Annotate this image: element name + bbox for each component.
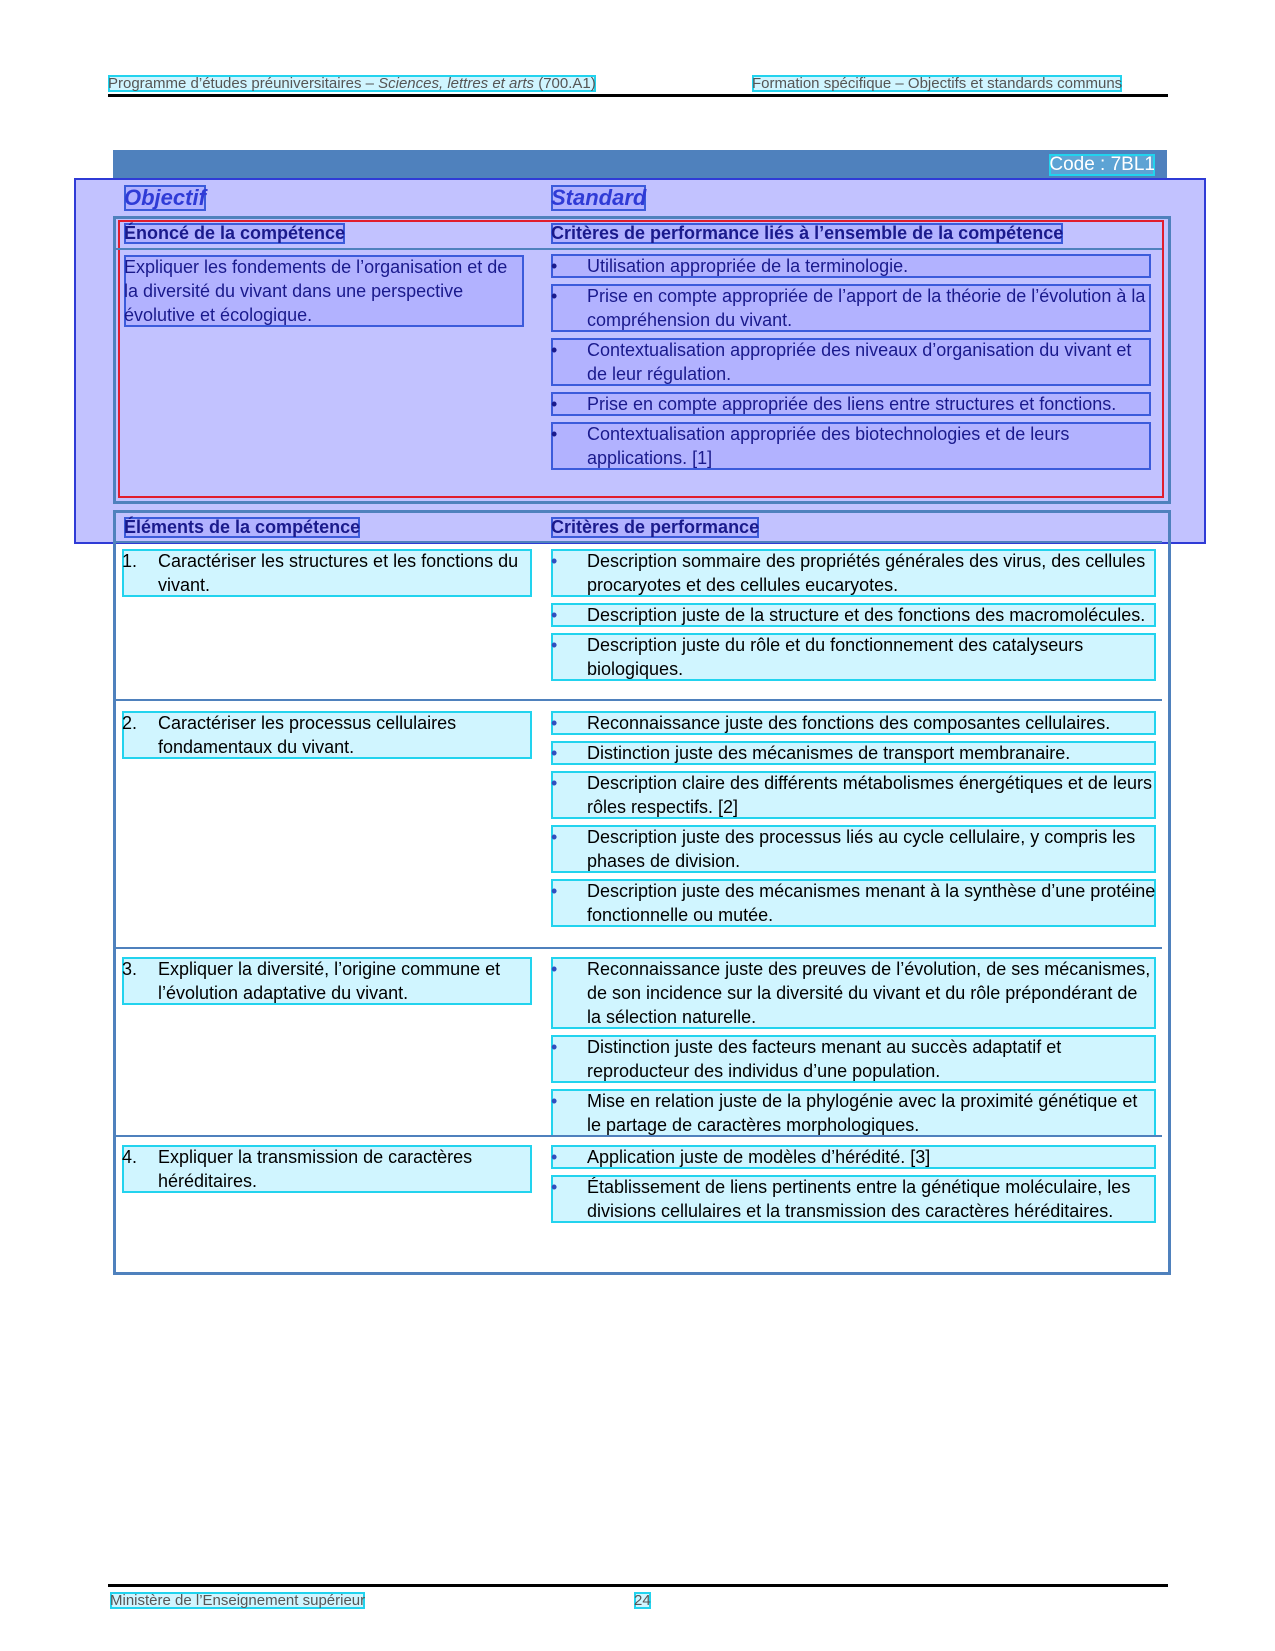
row-divider [116, 699, 1162, 701]
criterion: • Mise en relation juste de la phylogénie avec la proximité génétique et le partage de caractères morphologiques. [551, 1089, 1156, 1137]
global-criterion: • Contextualisation appropriée des biotechnologies et de leurs applications. [1] [551, 422, 1151, 470]
criterion: • Distinction juste des mécanismes de transport membranaire. [551, 741, 1156, 765]
element-number: 1. [122, 551, 138, 571]
element-3 [122, 957, 532, 1005]
element-number: 4. [122, 1147, 138, 1167]
competence-statement: Expliquer les fondements de l’organisation et de la diversité du vivant dans une perspective évolutive et écologique. [124, 255, 524, 327]
enonce-heading: Énoncé de la compétence [124, 223, 346, 243]
header-program-prefix: Programme d’études préuniversitaires – [108, 75, 379, 92]
element-3-criteria [551, 957, 1156, 1143]
element-2 [122, 711, 532, 759]
footer-rule [108, 1584, 1168, 1587]
element-text: Expliquer la diversité, l’origine commune et l’évolution adaptative du vivant. [158, 959, 501, 1003]
element-2-criteria [551, 711, 1156, 933]
standard-title: Standard [551, 185, 647, 210]
enonce-header-divider [116, 248, 1162, 250]
competence-code: Code : 7BL1 [1049, 154, 1155, 175]
criterion: • Reconnaissance juste des fonctions des composantes cellulaires. [551, 711, 1156, 735]
elements-heading: Éléments de la compétence [124, 517, 361, 537]
criterion: • Description sommaire des propriétés générales des virus, des cellules procaryotes et des cellules eucaryotes. [551, 549, 1156, 597]
row-divider [116, 1135, 1162, 1137]
global-criterion: • Prise en compte appropriée de l’apport de la théorie de l’évolution à la compréhension du vivant. [551, 284, 1151, 332]
criterion: • Description claire des différents métabolismes énergétiques et de leurs rôles respectifs. [2] [551, 771, 1156, 819]
criterion: • Distinction juste des facteurs menant au succès adaptatif et reproducteur des individus d’une population. [551, 1035, 1156, 1083]
element-number: 2. [122, 713, 138, 733]
element-number: 3. [122, 959, 138, 979]
element-1-criteria [551, 549, 1156, 687]
criterion: • Description juste de la structure et des fonctions des macromolécules. [551, 603, 1156, 627]
criteria-heading: Critères de performance [551, 517, 760, 537]
global-criteria-list [551, 254, 1151, 476]
criteria-global-heading: Critères de performance liés à l’ensemble de la compétence [551, 223, 1064, 243]
header-section-title: Formation spécifique – Objectifs et standards communs [752, 75, 1123, 92]
criterion: • Application juste de modèles d’hérédité. [3] [551, 1145, 1156, 1169]
element-text: Expliquer la transmission de caractères héréditaires. [158, 1147, 473, 1191]
element-1 [122, 549, 532, 597]
elements-header-divider [116, 541, 1162, 543]
element-text: Caractériser les processus cellulaires fondamentaux du vivant. [158, 713, 457, 757]
criterion: • Établissement de liens pertinents entre la génétique moléculaire, les divisions cellulaires et la transmission des caractères héréditaires. [551, 1175, 1156, 1223]
row-divider [116, 947, 1162, 949]
element-4 [122, 1145, 532, 1193]
header-program-title [108, 75, 596, 92]
page-number: 24 [634, 1592, 651, 1609]
criterion: • Description juste des mécanismes menant à la synthèse d’une protéine fonctionnelle ou mutée. [551, 879, 1156, 927]
header-rule [108, 94, 1168, 97]
global-criterion: • Prise en compte appropriée des liens entre structures et fonctions. [551, 392, 1151, 416]
element-text: Caractériser les structures et les fonctions du vivant. [158, 551, 519, 595]
header-program-code: (700.A1) [534, 75, 596, 92]
criterion: • Description juste des processus liés au cycle cellulaire, y compris les phases de division. [551, 825, 1156, 873]
criterion: • Description juste du rôle et du fonctionnement des catalyseurs biologiques. [551, 633, 1156, 681]
global-criterion: • Contextualisation appropriée des niveaux d’organisation du vivant et de leur régulation. [551, 338, 1151, 386]
code-bar [113, 150, 1167, 180]
header-program-name: Sciences, lettres et arts [378, 75, 535, 92]
objectif-title: Objectif [124, 185, 206, 210]
footer-ministry: Ministère de l’Enseignement supérieur [110, 1592, 366, 1609]
element-4-criteria [551, 1145, 1156, 1229]
criterion: • Reconnaissance juste des preuves de l’évolution, de ses mécanismes, de son incidence sur la diversité du vivant et du rôle prépondérant de la sélection naturelle. [551, 957, 1156, 1029]
global-criterion: • Utilisation appropriée de la terminologie. [551, 254, 1151, 278]
